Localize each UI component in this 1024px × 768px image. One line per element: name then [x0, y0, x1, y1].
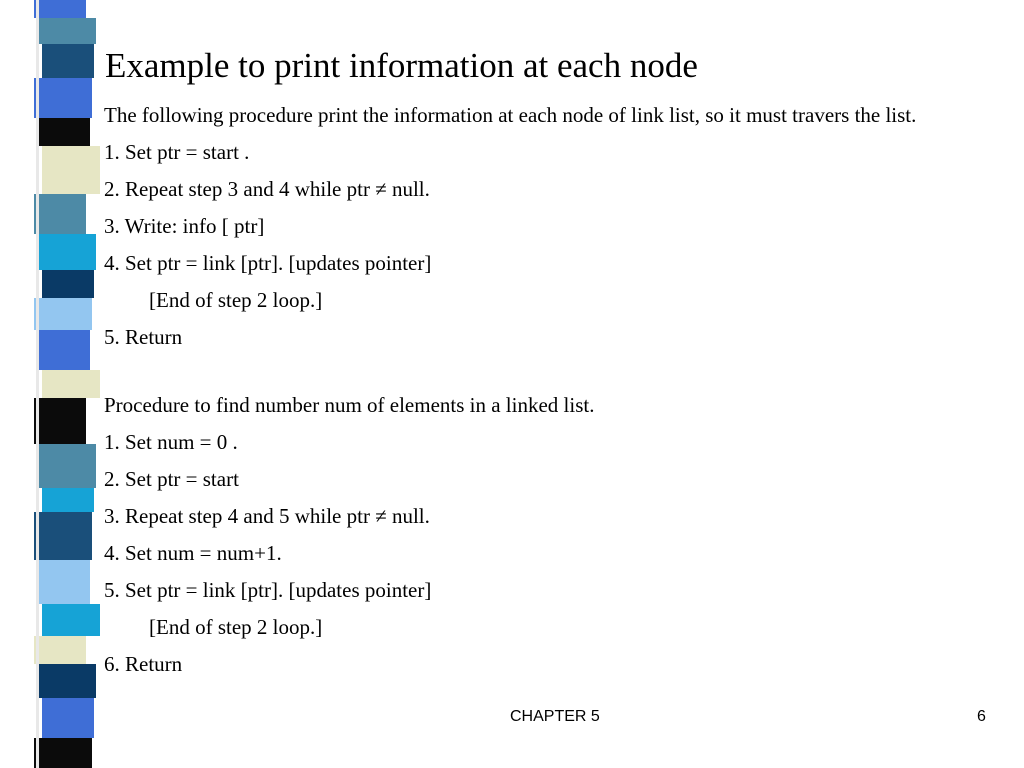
stripe-block — [42, 698, 94, 738]
slide-body — [104, 100, 984, 680]
stripe-block — [38, 444, 96, 488]
stripe-block — [42, 146, 100, 194]
proc2-step-1: 1. Set num = 0 . — [104, 430, 238, 454]
stripe-edge — [36, 0, 39, 768]
stripe-block — [38, 560, 90, 604]
stripe-block — [34, 512, 92, 560]
stripe-block — [38, 18, 96, 44]
stripe-block — [42, 604, 100, 636]
stripe-block — [34, 78, 92, 118]
proc1-step-4: 4. Set ptr = link [ptr]. [updates pointer] — [104, 251, 432, 275]
decorative-stripe-bar — [0, 0, 116, 768]
proc1-step-5: 5. Return — [104, 325, 183, 349]
proc2-step-4: 4. Set num = num+1. — [104, 541, 282, 565]
stripe-block — [34, 636, 86, 664]
stripe-block — [34, 398, 86, 444]
stripe-block — [42, 270, 94, 298]
stripe-block — [34, 194, 86, 234]
stripe-block — [38, 234, 96, 270]
stripe-block — [34, 0, 86, 18]
proc2-step-2: 2. Set ptr = start — [104, 467, 239, 491]
stripe-block — [42, 370, 100, 398]
blank-line — [104, 353, 984, 390]
proc2-step-3: 3. Repeat step 4 and 5 while ptr ≠ null. — [104, 504, 430, 528]
stripe-block — [38, 664, 96, 698]
footer-chapter: CHAPTER 5 — [510, 708, 600, 725]
stripe-block — [38, 118, 90, 146]
proc1-step-1: 1. Set ptr = start . — [104, 140, 250, 164]
proc2-step-6: 6. Return — [104, 652, 183, 676]
stripe-block — [34, 298, 92, 330]
intro-text: The following procedure print the information at each node of link list, so it must travers the list. — [104, 103, 917, 127]
proc2-loop-end: [End of step 2 loop.] — [149, 615, 323, 639]
stripe-block — [42, 44, 94, 78]
stripe-block — [42, 488, 94, 512]
footer-page-number: 6 — [977, 708, 986, 725]
proc2-step-5: 5. Set ptr = link [ptr]. [updates pointer] — [104, 578, 432, 602]
proc1-step-3: 3. Write: info [ ptr] — [104, 214, 265, 238]
stripe-block — [34, 738, 92, 768]
proc1-step-2: 2. Repeat step 3 and 4 while ptr ≠ null. — [104, 177, 430, 201]
stripe-block — [38, 330, 90, 370]
proc2-heading: Procedure to find number num of elements in a linked list. — [104, 393, 595, 417]
slide-title: Example to print information at each node — [105, 46, 698, 85]
proc1-loop-end: [End of step 2 loop.] — [149, 288, 323, 312]
